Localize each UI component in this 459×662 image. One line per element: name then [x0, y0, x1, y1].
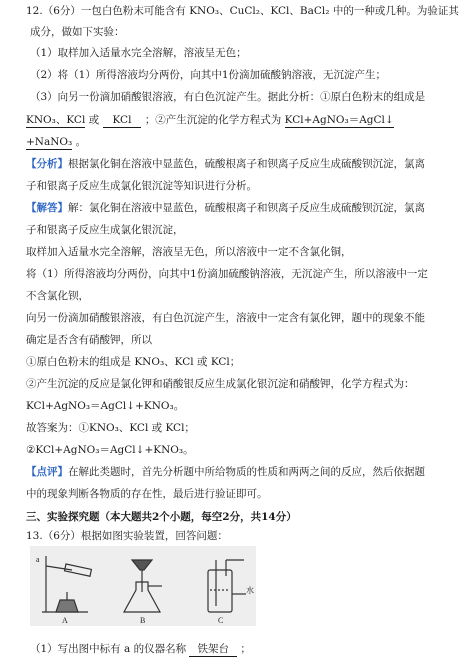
- semicolon: ；: [240, 643, 251, 655]
- label-a: a: [36, 555, 40, 564]
- q12-line-7: [26, 135, 406, 150]
- apparatus-figure: [30, 546, 256, 626]
- answer-blank-3: KCl+AgNO₃＝AgCl↓: [284, 114, 394, 126]
- solution-line-3: 不含氯化钡，: [26, 290, 89, 302]
- dianping-line-1: [26, 465, 425, 479]
- solution-line-5: 确定是否含有硝酸钾，所以: [26, 334, 152, 346]
- label-water: 水: [246, 586, 254, 595]
- solution-line-6: ①原白色粉末的组成是 KNO₃、KCl 或 KCl；: [26, 356, 241, 368]
- apparatus-b: [124, 560, 162, 612]
- jieda-tag: 【解答】: [26, 202, 68, 214]
- solution-line-2: 将（1）所得溶液均分两份，向其中1份滴加硫酸钠溶液，无沉淀产生，所以溶液中一定: [26, 268, 428, 280]
- q12-line-1: 12.（6分）一包白色粉末可能含有 KNO₃、CuCl₂、KCl、BaCl₂ 中的一种或几种。为验证其: [26, 5, 459, 17]
- solution-line-4: 向另一份滴加硝酸银溶液，有白色沉淀产生，溶液中一定含有氯化钾，题中的现象不能: [26, 312, 425, 324]
- label-C: C: [218, 616, 224, 625]
- q13-line-1: 13.（6分）根据如图实验装置，回答问题：: [26, 530, 228, 542]
- q12-line-4: （2）将（1）所得溶液均分两份，向其中1份滴加硫酸钠溶液，无沉淀产生；: [30, 69, 387, 81]
- solution-line-8: KCl+AgNO₃＝AgCl↓+KNO₃。: [26, 400, 185, 412]
- dianping-text-1: 在解此类题时，首先分析题中所给物质的性质和两两之间的反应，然后依据题: [68, 466, 425, 478]
- dianping-line-2: 中的现象判断各物质的存在性，最后进行验证即可。: [26, 488, 268, 500]
- q12-line-5: （3）向另一份滴加硝酸银溶液，有白色沉淀产生。据此分析：①原白色粉末的组成是: [30, 91, 426, 103]
- apparatus-a: [42, 556, 91, 612]
- answer-blank-1: KNO₃、KCl: [26, 114, 86, 126]
- fenxi-tag: 【分析】: [26, 158, 68, 170]
- fenxi-line-1: [26, 157, 425, 171]
- q12-line-3: （1）取样加入适量水完全溶解，溶液呈无色；: [30, 47, 247, 59]
- q12-line-2: 成分，做如下实验：: [30, 26, 125, 38]
- solution-line-1: 取样加入适量水完全溶解，溶液呈无色，所以溶液中一定不含氯化铜，: [26, 246, 352, 258]
- label-A: A: [62, 616, 68, 625]
- section-3-heading: 三、实验探究题（本大题共2个小题，每空2分，共14分）: [26, 511, 297, 523]
- solution-line-9: 故答案为：①KNO₃、KCl 或 KCl；: [26, 422, 195, 434]
- fenxi-line-2: 子和银离子反应生成氯化银沉淀等知识进行分析。: [26, 180, 257, 192]
- q12-line-6: [26, 113, 406, 128]
- answer-blank-iron-stand: 铁架台: [189, 642, 237, 657]
- label-B: B: [140, 616, 146, 625]
- q13-sub-1-text: （1）写出图中标有 a 的仪器名称: [30, 643, 187, 655]
- answer-blank-2: KCl: [103, 113, 142, 128]
- apparatus-drawing: [30, 546, 256, 626]
- solution-line-10: ②KCl+AgNO₃＝AgCl↓+KNO₃。: [26, 444, 194, 456]
- apparatus-c: [208, 560, 246, 612]
- q12-line-6-mid: ；②产生沉淀的化学方程式为: [144, 114, 282, 126]
- q13-sub-1: [30, 642, 406, 657]
- period: 。: [75, 136, 87, 148]
- fenxi-text-1: 根据氯化铜在溶液中显蓝色，硫酸根离子和钡离子反应生成硫酸钡沉淀，氯离: [68, 158, 425, 170]
- solution-line-7: ②产生沉淀的反应是氯化钾和硝酸银反应生成氯化银沉淀和硝酸钾，化学方程式为：: [26, 378, 415, 390]
- jieda-line-2: 子和银离子反应生成氯化银沉淀，: [26, 224, 184, 236]
- dianping-tag: 【点评】: [26, 466, 68, 478]
- jieda-text-1: 解：氯化铜在溶液中显蓝色，硫酸根离子和钡离子反应生成硫酸钡沉淀，氯离: [68, 202, 425, 214]
- answer-blank-3-cont: +NaNO₃: [26, 136, 73, 148]
- jieda-line-1: [26, 201, 425, 215]
- or-word: 或: [88, 114, 100, 126]
